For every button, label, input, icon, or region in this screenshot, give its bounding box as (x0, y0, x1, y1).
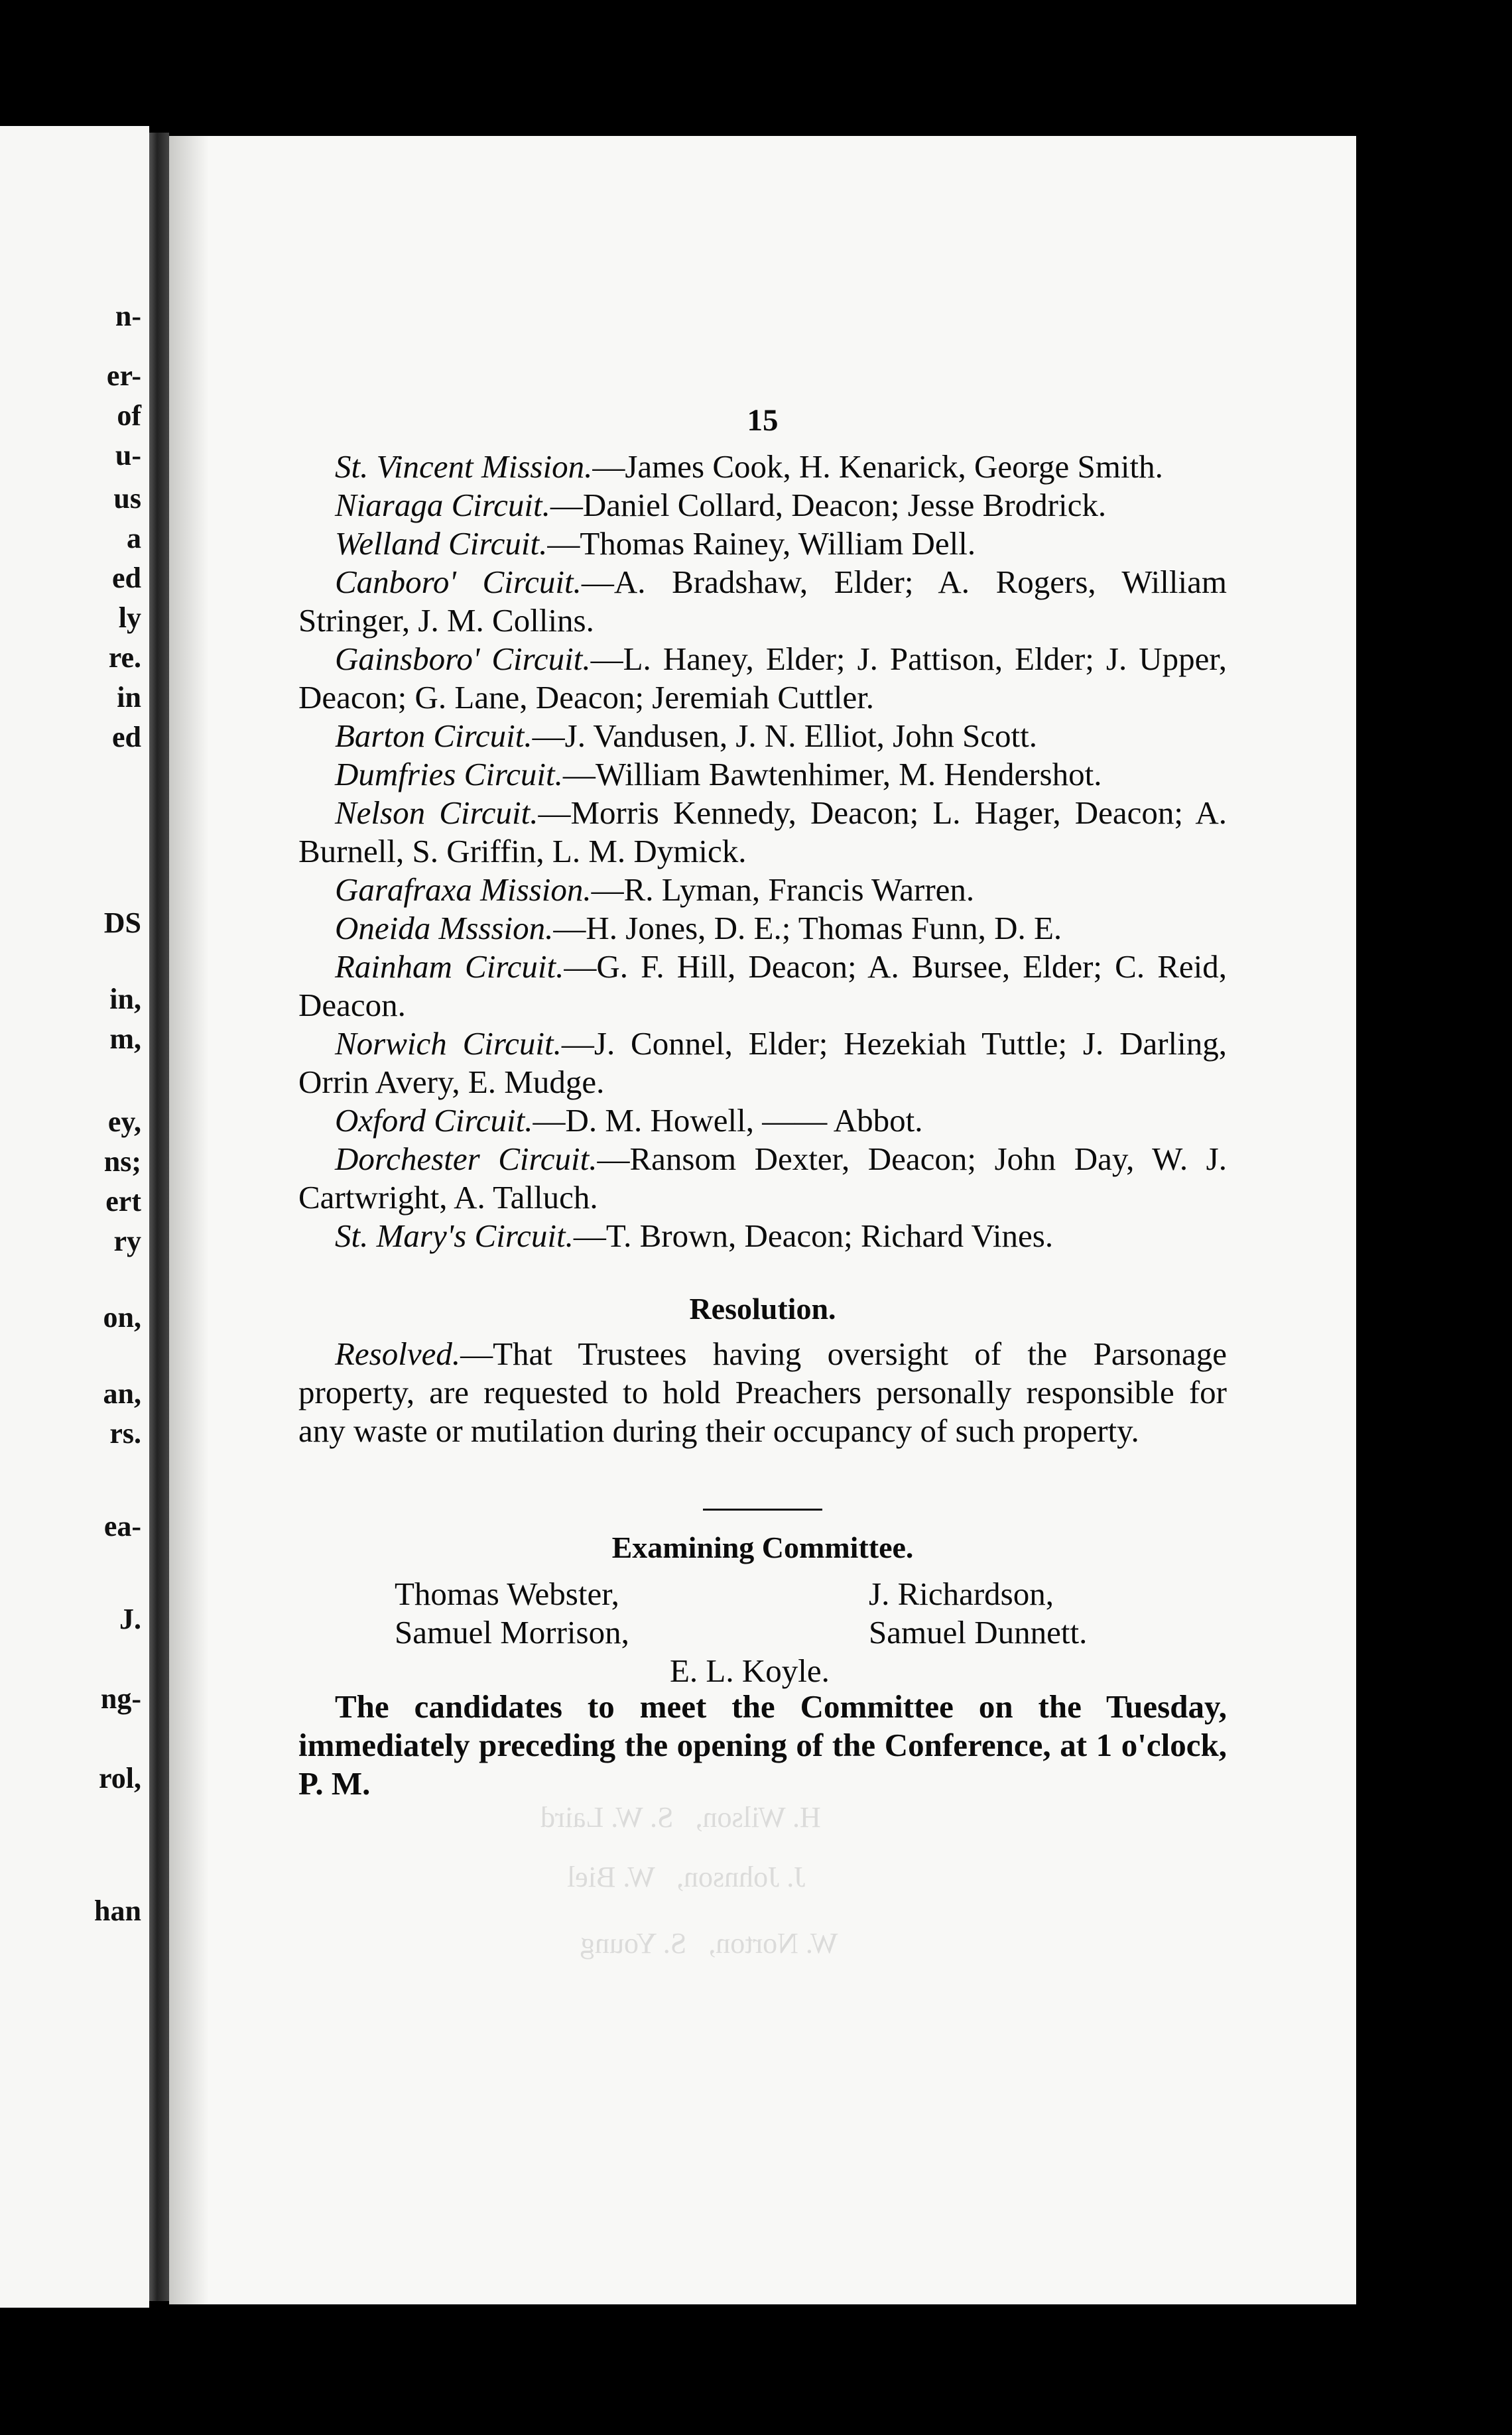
circuit-preachers: —T. Brown, Deacon; Richard Vines. (573, 1218, 1054, 1254)
facing-page-text-fragment: rol, (99, 1762, 141, 1794)
resolution-heading: Resolution. (689, 1292, 836, 1326)
circuit-name: Nelson Circuit. (335, 794, 538, 831)
facing-page-text-fragment: er- (106, 359, 141, 392)
circuit-entry (298, 1140, 1227, 1217)
circuit-entry (298, 563, 1227, 640)
candidates-notice: The candidates to meet the Committee on the Tuesday, immediately preceding the opening of the Conference, at 1 o'clock, P. M. (298, 1688, 1227, 1802)
committee-heading: Examining Committee. (611, 1530, 914, 1564)
circuit-entry (298, 909, 1227, 948)
facing-page-text-fragment: in, (109, 983, 141, 1015)
facing-page-text-fragment: J. (119, 1603, 141, 1635)
resolution-lead: Resolved. (335, 1336, 461, 1372)
section-rule (703, 1509, 822, 1511)
facing-page-text-fragment: ns; (103, 1145, 141, 1178)
facing-page-text-fragment: re. (108, 641, 141, 674)
bleed-through: H. Wilson, S. W. Laird (540, 1801, 821, 1834)
facing-page-text-fragment: ly (118, 601, 141, 634)
facing-page-text-fragment: u- (115, 439, 141, 471)
circuit-entry (298, 717, 1227, 755)
facing-page-text-fragment: rs. (109, 1417, 141, 1450)
circuit-entry (298, 486, 1227, 525)
circuit-name: St. Mary's Circuit. (335, 1218, 574, 1254)
circuit-entry (298, 525, 1227, 563)
circuit-preachers: —A. Bradshaw, Elder; A. Rogers, William Stringer, J. M. Collins. (298, 564, 1227, 639)
circuit-preachers: —Daniel Collard, Deacon; Jesse Brodrick. (550, 487, 1107, 523)
circuit-entry (298, 871, 1227, 909)
facing-page-text-fragment: ea- (103, 1510, 141, 1542)
book-page (169, 136, 1356, 2304)
circuit-preachers: —J. Vandusen, J. N. Elliot, John Scott. (532, 718, 1037, 754)
circuit-appointments (298, 448, 1227, 1255)
circuit-name: Dorchester Circuit. (335, 1141, 598, 1177)
bleed-through: W. Norton, S. Young (580, 1927, 838, 1960)
circuit-entry (298, 1217, 1227, 1255)
circuit-entry (298, 1025, 1227, 1101)
facing-page-text-fragment: ng- (100, 1682, 141, 1715)
facing-page-text-fragment: on, (103, 1301, 141, 1334)
bleed-through: J. Johnson, W. Biel (567, 1861, 806, 1893)
circuit-name: Oneida Msssion. (335, 910, 554, 946)
committee-member: J. Richardson, (869, 1576, 1054, 1612)
committee-member: E. L. Koyle. (670, 1653, 830, 1689)
facing-page-text-fragment: DS (103, 906, 141, 939)
circuit-preachers: —Ransom Dexter, Deacon; John Day, W. J. Cartwright, A. Talluch. (298, 1141, 1227, 1216)
circuit-preachers: —Morris Kennedy, Deacon; L. Hager, Deacon; A. Burnell, S. Griffin, L. M. Dymick. (298, 794, 1227, 869)
circuit-name: Dumfries Circuit. (335, 756, 563, 792)
circuit-name: Rainham Circuit. (335, 948, 564, 985)
facing-page-text-fragment: us (113, 482, 141, 515)
facing-page-text-fragment: ed (112, 721, 141, 753)
circuit-name: Gainsboro' Circuit. (335, 641, 591, 677)
circuit-name: Norwich Circuit. (335, 1025, 562, 1062)
circuit-name: St. Vincent Mission. (335, 448, 593, 485)
committee-member: Samuel Morrison, (395, 1614, 629, 1651)
facing-page-text-fragment: ry (113, 1225, 141, 1257)
resolution-body: —That Trustees having oversight of the Parsonage property, are requested to hold Preachers personally responsible for any waste or mutilation during their occupancy of such property. (298, 1336, 1227, 1449)
committee-member: Samuel Dunnett. (869, 1614, 1088, 1651)
circuit-entry (298, 1101, 1227, 1140)
circuit-name: Canboro' Circuit. (335, 564, 582, 600)
facing-page-text-fragment: ed (112, 562, 141, 594)
circuit-preachers: —L. Haney, Elder; J. Pattison, Elder; J. Upper, Deacon; G. Lane, Deacon; Jeremiah Cuttler. (298, 641, 1227, 716)
facing-page-text-fragment: m, (109, 1023, 141, 1055)
facing-page-text-fragment: a (127, 522, 141, 554)
facing-page-text-fragment: ert (105, 1185, 141, 1218)
circuit-name: Barton Circuit. (335, 718, 533, 754)
circuit-name: Garafraxa Mission. (335, 871, 592, 908)
circuit-entry (298, 755, 1227, 794)
circuit-name: Welland Circuit. (335, 525, 548, 562)
committee-member: Thomas Webster, (395, 1576, 619, 1612)
facing-page-text-fragment: han (94, 1895, 141, 1927)
circuit-preachers: —R. Lyman, Francis Warren. (591, 871, 975, 908)
circuit-preachers: —J. Connel, Elder; Hezekiah Tuttle; J. Darling, Orrin Avery, E. Mudge. (298, 1025, 1227, 1100)
circuit-preachers: —G. F. Hill, Deacon; A. Bursee, Elder; C. Reid, Deacon. (298, 948, 1227, 1023)
circuit-preachers: —Thomas Rainey, William Dell. (547, 525, 976, 562)
circuit-name: Niaraga Circuit. (335, 487, 550, 523)
circuit-entry (298, 794, 1227, 871)
circuit-preachers: —William Bawtenhimer, M. Hendershot. (562, 756, 1102, 792)
facing-page-text-fragment: of (117, 399, 141, 432)
facing-page-text-fragment: n- (115, 300, 141, 332)
circuit-name: Oxford Circuit. (335, 1102, 533, 1139)
page-number: 15 (747, 403, 779, 438)
circuit-preachers: —H. Jones, D. E.; Thomas Funn, D. E. (553, 910, 1062, 946)
facing-page-fragment (0, 126, 149, 2308)
circuit-entry (298, 640, 1227, 717)
page-curve-shadow (169, 136, 209, 2304)
circuit-preachers: —James Cook, H. Kenarick, George Smith. (592, 448, 1163, 485)
book-gutter (149, 133, 169, 2301)
facing-page-text-fragment: in (117, 681, 141, 714)
circuit-entry (298, 448, 1227, 486)
circuit-preachers: —D. M. Howell, —— Abbot. (533, 1102, 923, 1139)
facing-page-text-fragment: ey, (107, 1105, 141, 1138)
circuit-entry (298, 948, 1227, 1025)
facing-page-text-fragment: an, (103, 1377, 141, 1410)
resolution-text (298, 1335, 1227, 1450)
